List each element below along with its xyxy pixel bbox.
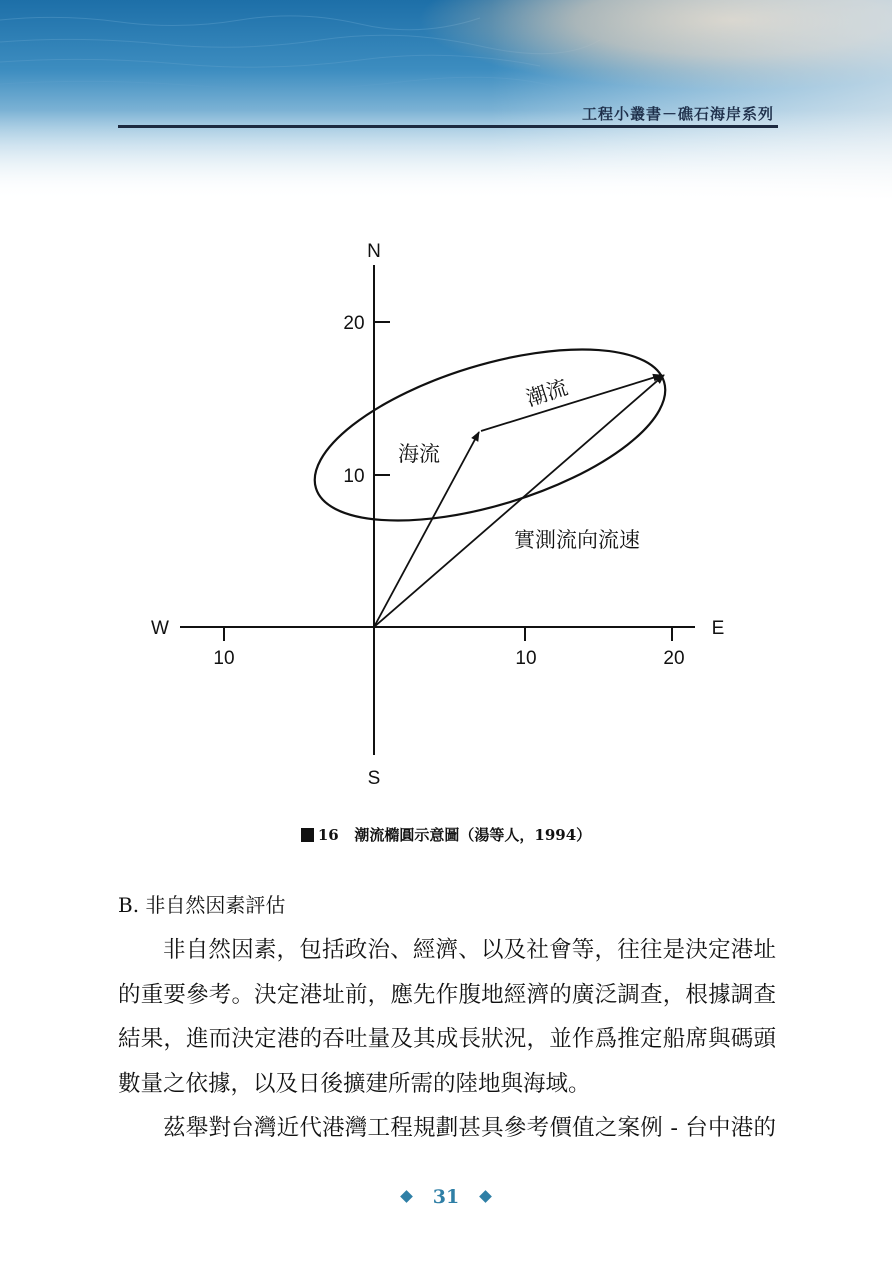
page-number: 31 [432, 1186, 460, 1208]
body-line: 結果，進而決定港的吞吐量及其成長狀況，並作爲推定船席與碼頭 [118, 1026, 776, 1052]
east-label: E [711, 618, 725, 639]
figure-caption-text: 潮流橢圓示意圖（湯等人，1994） [354, 826, 592, 844]
body-text [118, 928, 776, 1151]
section-heading: B. 非自然因素評估 [118, 893, 286, 917]
y-tick-label-10: 10 [343, 466, 365, 487]
figure-caption [0, 824, 892, 845]
tidal-current-vector [481, 375, 662, 431]
measured-current-label: 實測流向流速 [514, 529, 640, 552]
west-label: W [151, 618, 169, 639]
north-label: N [367, 241, 381, 262]
south-label: S [367, 768, 381, 789]
tidal-current-label: 潮流 [523, 376, 571, 411]
figure-label-mark [301, 828, 314, 842]
tidal-ellipse-diagram [140, 235, 740, 795]
tidal-ellipse [295, 315, 684, 555]
diamond-ornament-left [400, 1190, 413, 1203]
x-tick-label-e10: 10 [515, 648, 537, 669]
series-title: 工程小叢書－礁石海岸系列 [581, 105, 774, 123]
body-line: 非自然因素，包括政治、經濟、以及社會等，往往是決定港址 [163, 937, 776, 963]
x-tick-label-w10: 10 [213, 648, 235, 669]
tidal-ellipse-figure [140, 235, 740, 795]
x-tick-label-e20: 20 [663, 648, 685, 669]
measured-current-vector [374, 375, 664, 627]
body-line: 數量之依據，以及日後擴建所需的陸地與海域。 [118, 1070, 591, 1097]
figure-number: 16 [317, 826, 339, 844]
header-banner [0, 0, 892, 200]
diamond-ornament-right [479, 1190, 492, 1203]
y-tick-label-20: 20 [343, 313, 365, 334]
body-line: 茲舉對台灣近代港灣工程規劃甚具參考價值之案例 - 台中港的 [163, 1115, 776, 1141]
body-line: 的重要參考。決定港址前，應先作腹地經濟的廣泛調查，根據調查 [118, 981, 776, 1008]
header-rule [118, 125, 778, 128]
ocean-current-label: 海流 [398, 443, 440, 466]
page-footer [0, 1186, 892, 1208]
sea-photo [0, 0, 892, 200]
